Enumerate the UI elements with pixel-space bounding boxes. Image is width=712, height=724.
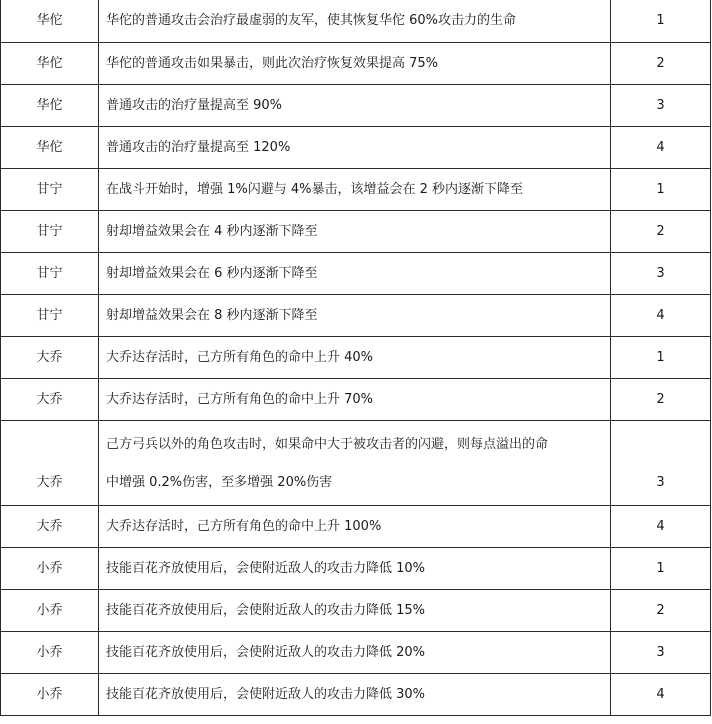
skill-description-cell: 华佗的普通攻击会治疗最虚弱的友军，使其恢复华佗 60%攻击力的生命 [99,0,611,43]
hero-name-cell: 甘宁 [1,169,99,211]
skill-description-cell: 在战斗开始时，增强 1%闪避与 4%暴击，该增益会在 2 秒内逐渐下降至 [99,169,611,211]
table-row [1,253,711,295]
skill-level-cell: 4 [611,127,711,169]
table-row [1,43,711,85]
table-row [1,85,711,127]
hero-name-cell: 华佗 [1,85,99,127]
hero-name-cell: 小乔 [1,548,99,590]
skill-level-cell: 1 [611,337,711,379]
hero-name-cell: 甘宁 [1,295,99,337]
table-row [1,295,711,337]
skill-level-cell: 1 [611,0,711,43]
skill-description-cell: 普通攻击的治疗量提高至 120% [99,127,611,169]
table-row [1,590,711,632]
table-row [1,421,711,506]
skill-description-line: 中增强 0.2%伤害，至多增强 20%伤害 [106,475,333,490]
skill-level-cell: 1 [611,169,711,211]
skill-level-cell: 4 [611,674,711,716]
hero-name-cell: 大乔 [1,379,99,421]
skill-level-cell: 2 [611,211,711,253]
skill-description-cell: 技能百花齐放使用后，会使附近敌人的攻击力降低 20% [99,632,611,674]
skill-description-cell: 普通攻击的治疗量提高至 90% [99,85,611,127]
skill-level-cell: 2 [611,379,711,421]
table-row [1,674,711,716]
hero-name-cell: 华佗 [1,0,99,43]
hero-name-cell: 大乔 [1,421,99,506]
table-row [1,0,711,43]
skill-description-cell: 技能百花齐放使用后，会使附近敌人的攻击力降低 15% [99,590,611,632]
hero-name-cell: 大乔 [1,337,99,379]
skill-level-cell: 3 [611,632,711,674]
hero-name-cell: 小乔 [1,674,99,716]
skill-description-cell: 华佗的普通攻击如果暴击，则此次治疗恢复效果提高 75% [99,43,611,85]
skill-level-cell: 1 [611,548,711,590]
table-row [1,127,711,169]
hero-name-cell: 小乔 [1,590,99,632]
skill-description-line: 己方弓兵以外的角色攻击时，如果命中大于被攻击者的闪避，则每点溢出的命 [106,437,549,452]
skill-description-cell: 射却增益效果会在 4 秒内逐渐下降至 [99,211,611,253]
skill-description-cell: 技能百花齐放使用后，会使附近敌人的攻击力降低 10% [99,548,611,590]
hero-name-cell: 华佗 [1,127,99,169]
hero-name-cell: 小乔 [1,632,99,674]
skill-level-cell: 4 [611,506,711,548]
skill-description-cell: 大乔达存活时，己方所有角色的命中上升 100% [99,506,611,548]
skill-description-cell: 技能百花齐放使用后，会使附近敌人的攻击力降低 30% [99,674,611,716]
skill-level-cell: 3 [611,253,711,295]
skill-level-cell: 2 [611,43,711,85]
skill-level-cell: 3 [611,421,711,506]
skill-description-cell: 大乔达存活时，己方所有角色的命中上升 40% [99,337,611,379]
skill-description-cell: 大乔达存活时，己方所有角色的命中上升 70% [99,379,611,421]
table-row [1,506,711,548]
table-row [1,548,711,590]
table-row [1,169,711,211]
skill-level-cell: 3 [611,85,711,127]
skill-description-cell: 射却增益效果会在 8 秒内逐渐下降至 [99,295,611,337]
table-row [1,632,711,674]
hero-name-cell: 大乔 [1,506,99,548]
table-row [1,211,711,253]
hero-name-cell: 甘宁 [1,253,99,295]
skill-level-cell: 4 [611,295,711,337]
hero-name-cell: 华佗 [1,43,99,85]
skill-description-cell [99,421,611,506]
table-row [1,379,711,421]
skill-level-cell: 2 [611,590,711,632]
table-row [1,337,711,379]
skill-description-cell: 射却增益效果会在 6 秒内逐渐下降至 [99,253,611,295]
hero-name-cell: 甘宁 [1,211,99,253]
